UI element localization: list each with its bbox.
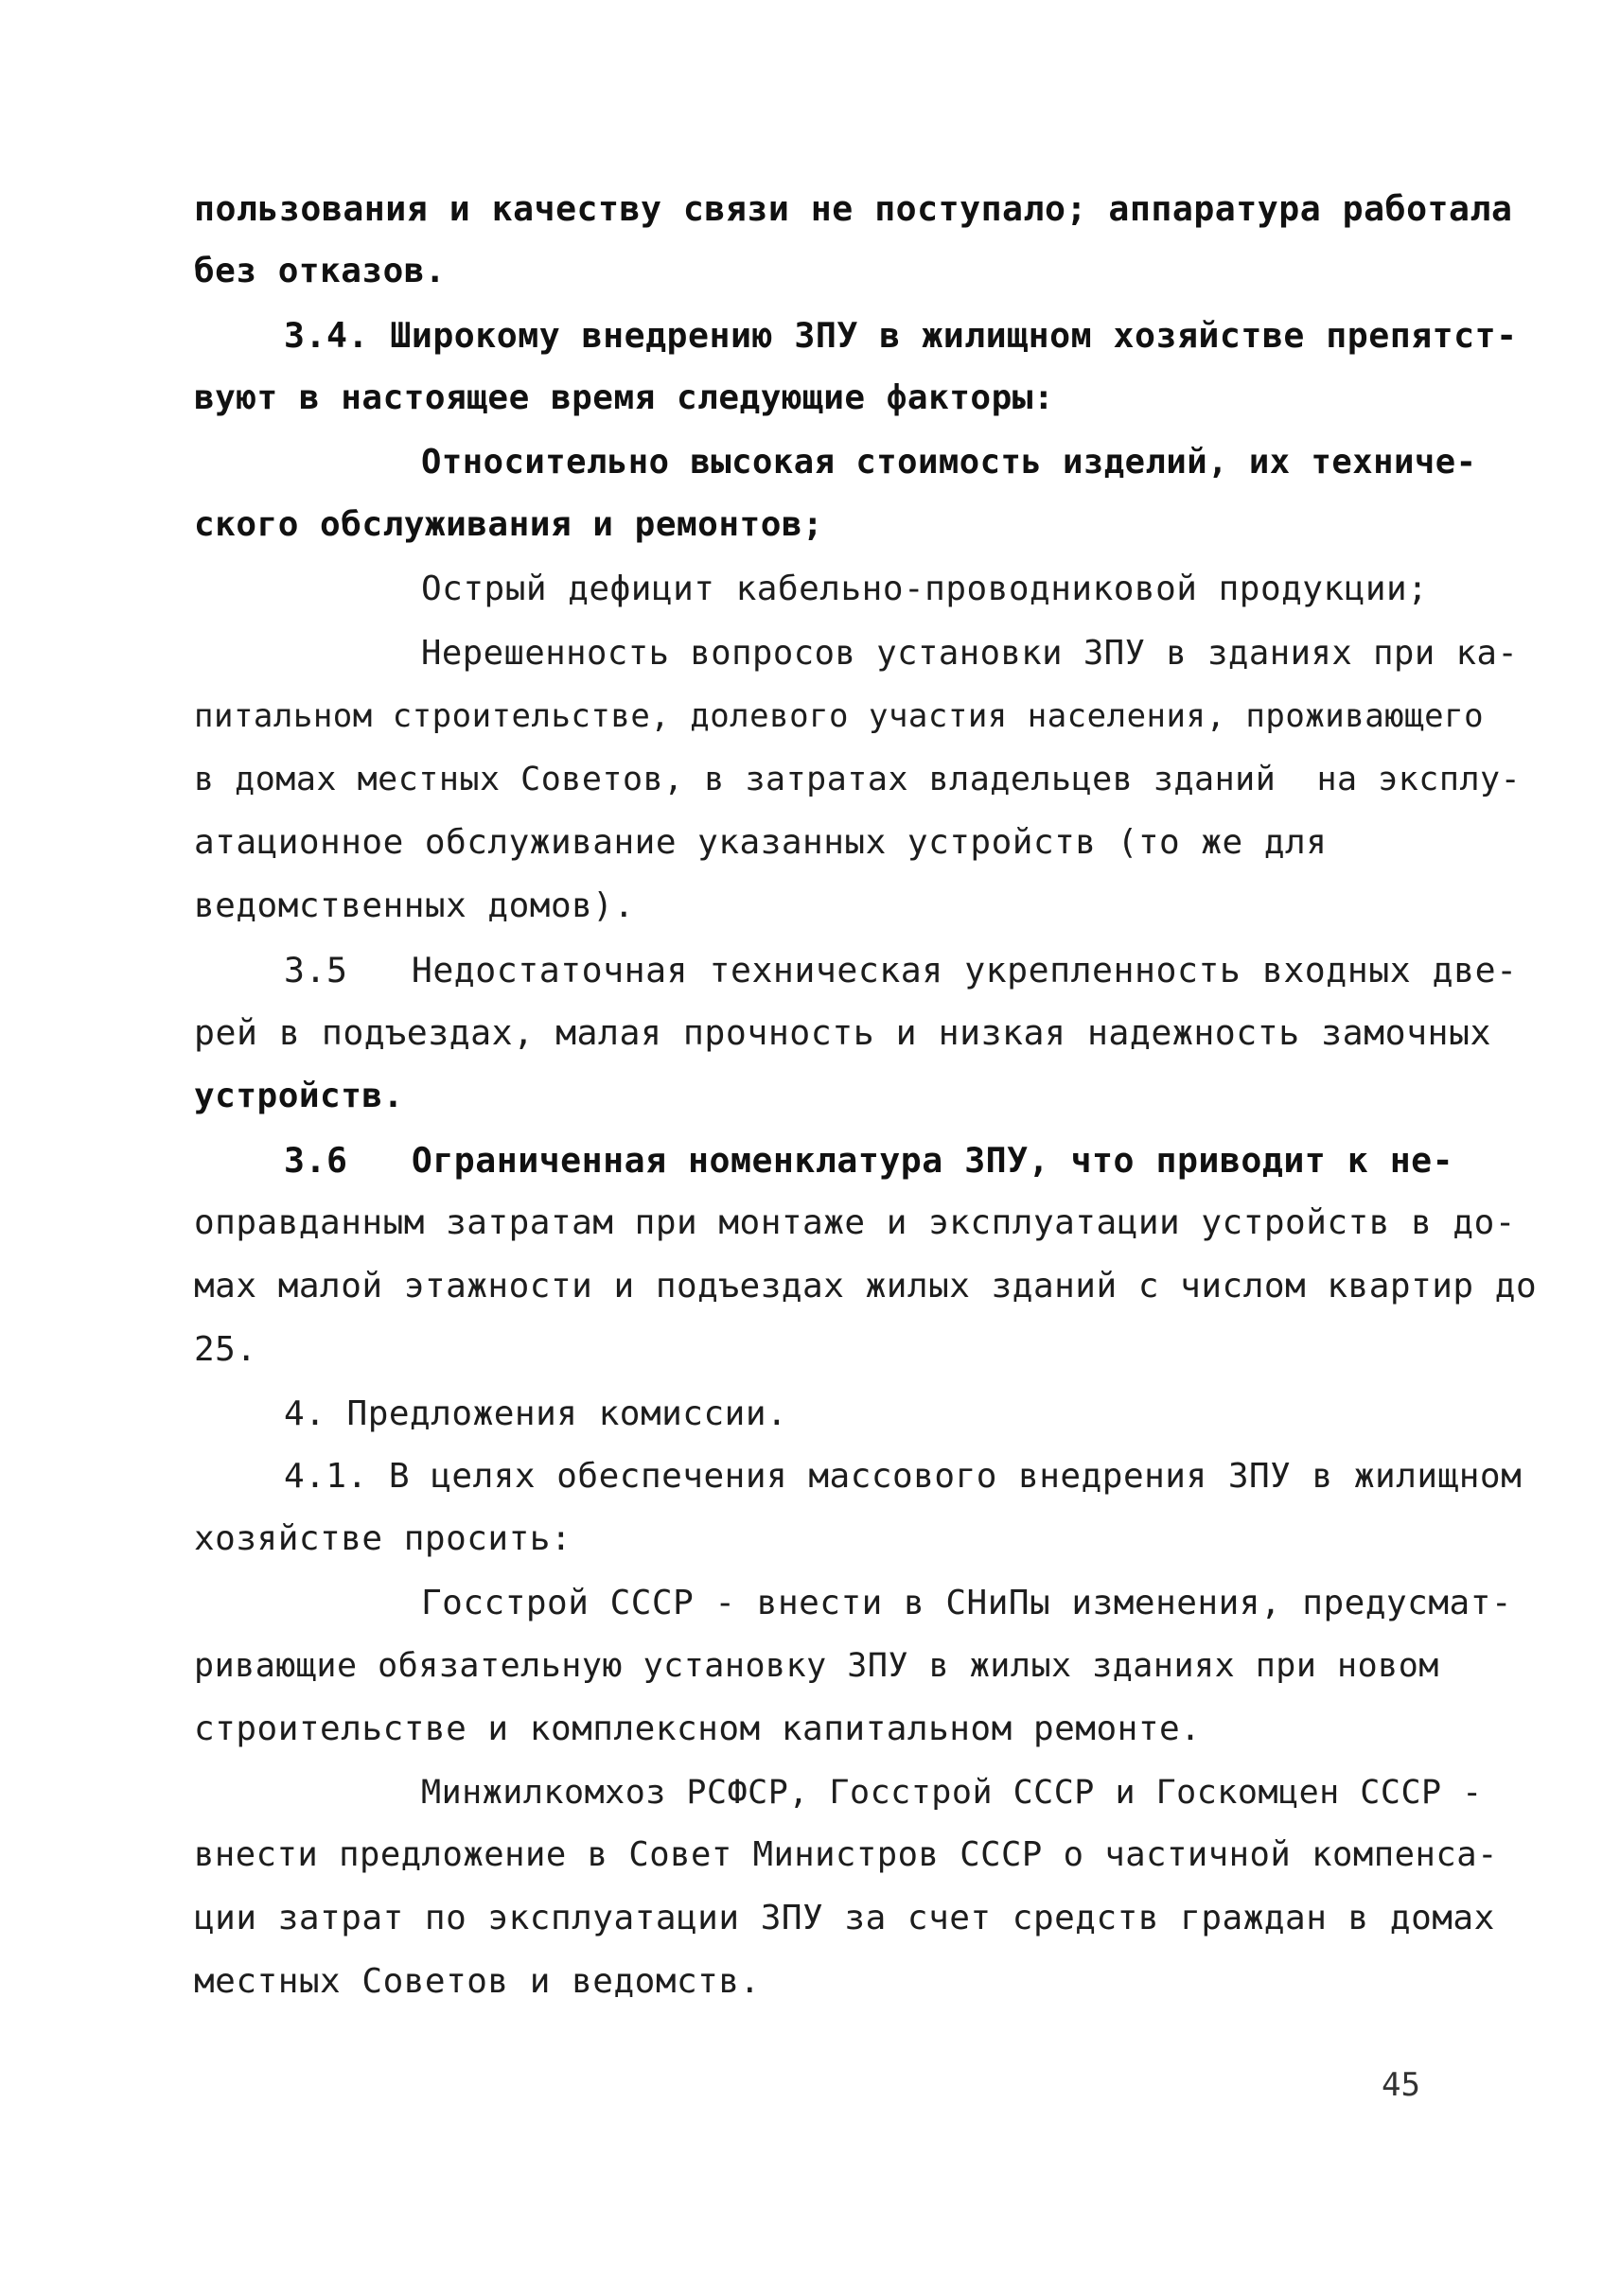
minzhil-line-4: местных Советов и ведомств.: [194, 1962, 761, 2001]
section-3-5-line-3: устройств.: [194, 1077, 404, 1115]
factor-3-line-4: атационное обслуживание указанных устройств (то же для: [194, 823, 1328, 862]
intro-line-2: без отказов.: [194, 252, 447, 290]
section-3-6-line-4: 25.: [194, 1330, 257, 1369]
section-3-6-line-1: 3.6 Ограниченная номенклатура ЗПУ, что приводит к не-: [284, 1140, 1454, 1181]
section-3-5-line-1: 3.5 Недостаточная техническая укрепленность входных две-: [284, 950, 1518, 990]
section-4-1-line-1: 4.1. В целях обеспечения массового внедрения ЗПУ в жилищном: [284, 1457, 1523, 1496]
page-number: 45: [1382, 2066, 1420, 2104]
minzhil-line-2: внести предложение в Совет Министров СССР о частичной компенса-: [194, 1835, 1498, 1874]
factor-3-line-2: питальном строительстве, долевого участия населения, проживающего: [194, 697, 1485, 735]
gosstroy-line-2: ривающие обязательную установку ЗПУ в жилых зданиях при новом: [194, 1647, 1439, 1685]
section-3-6-line-2: оправданным затратам при монтаже и эксплуатации устройств в до-: [194, 1203, 1516, 1242]
minzhil-line-1: Минжилкомхоз РСФСР, Госстрой СССР и Госкомцен СССР -: [421, 1774, 1483, 1812]
intro-line-1: пользования и качеству связи не поступало; аппаратура работала: [194, 188, 1513, 229]
factor-1-line-1: Относительно высокая стоимость изделий, их техниче-: [421, 443, 1477, 482]
section-3-4-line-2: вуют в настоящее время следующие факторы:: [194, 378, 1055, 417]
gosstroy-line-3: строительстве и комплексном капитальном ремонте.: [194, 1709, 1202, 1748]
factor-3-line-5: ведомственных домов).: [194, 886, 635, 925]
section-3-6-line-3: мах малой этажности и подъездах жилых зданий с числом квартир до: [194, 1267, 1538, 1306]
factor-3-line-1: Нерешенность вопросов установки ЗПУ в зданиях при ка-: [421, 634, 1519, 673]
section-3-4-line-1: 3.4. Широкому внедрению ЗПУ в жилищном хозяйстве препятст-: [284, 315, 1518, 356]
factor-2-line-1: Острый дефицит кабельно-проводниковой продукции;: [421, 570, 1429, 608]
gosstroy-line-1: Госстрой СССР - внести в СНиПы изменения, предусмат-: [421, 1584, 1513, 1622]
minzhil-line-3: ции затрат по эксплуатации ЗПУ за счет средств граждан в домах: [194, 1899, 1495, 1937]
section-3-5-line-2: рей в подъездах, малая прочность и низкая надежность замочных: [194, 1012, 1491, 1053]
factor-3-line-3: в домах местных Советов, в затратах владельцев зданий на эксплу-: [194, 761, 1522, 798]
section-4-heading: 4. Предложения комиссии.: [284, 1394, 788, 1433]
factor-1-line-2: ского обслуживания и ремонтов;: [194, 505, 824, 544]
section-4-1-line-2: хозяйстве просить:: [194, 1519, 572, 1558]
